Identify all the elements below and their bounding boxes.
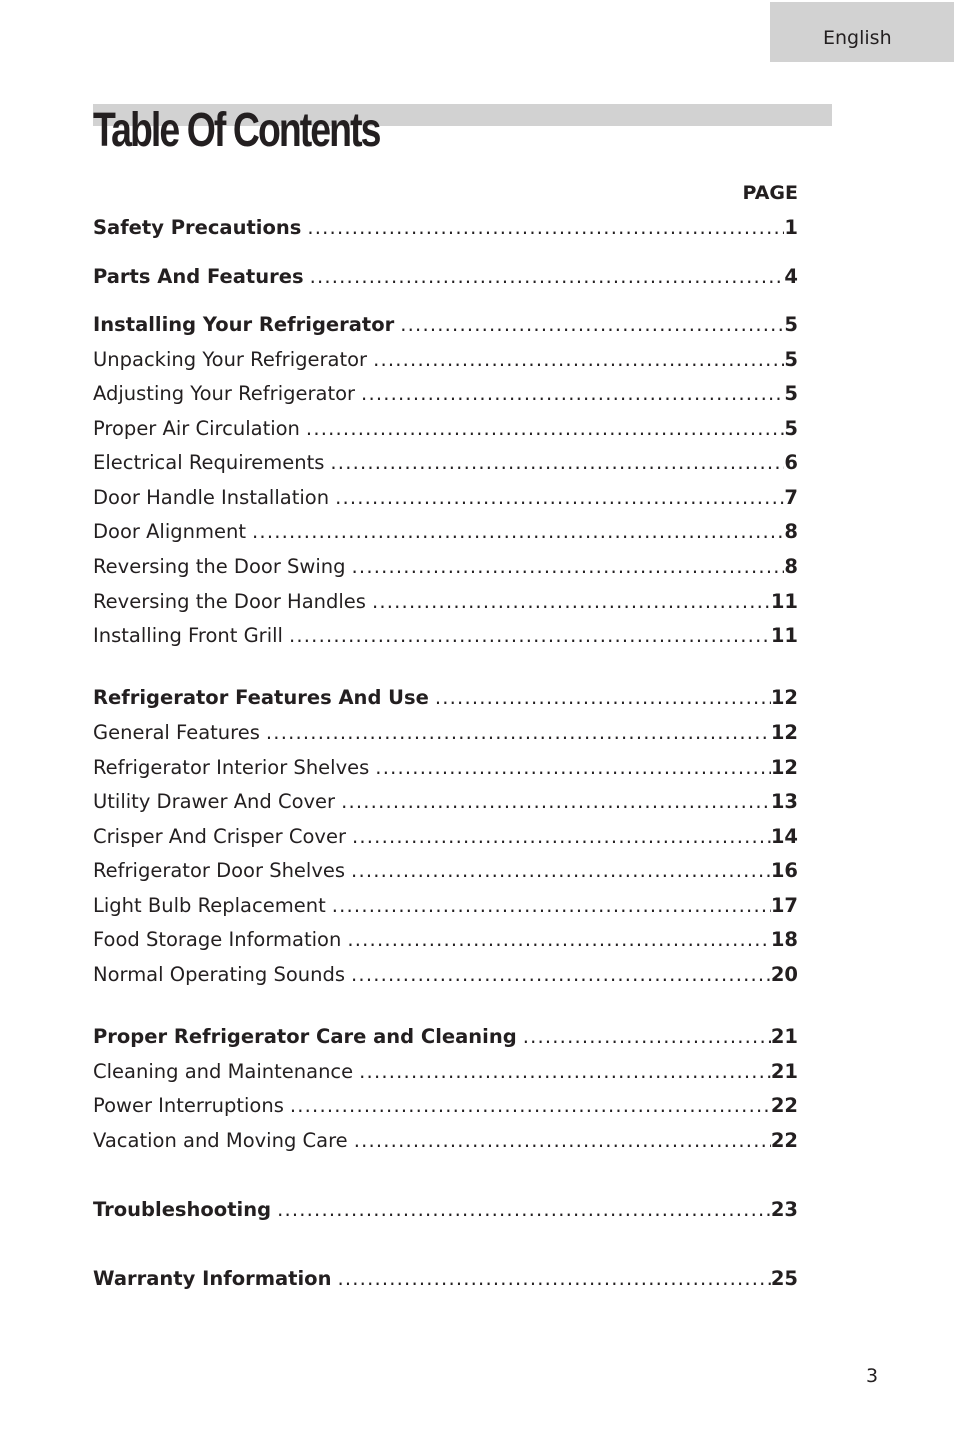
- toc-entry-operating-sounds[interactable]: [93, 962, 798, 988]
- toc-entry-parts-and-features[interactable]: [93, 264, 798, 290]
- toc-entry-label: Normal Operating Sounds: [93, 963, 346, 986]
- toc-entry-page: 11: [770, 590, 798, 613]
- toc-entry-front-grill[interactable]: [93, 623, 798, 649]
- language-tab: English: [770, 2, 954, 62]
- toc-entry-page: 22: [770, 1094, 798, 1117]
- toc-entry-label: Door Handle Installation: [93, 486, 330, 509]
- toc-entry-label: Proper Air Circulation: [93, 417, 300, 440]
- dot-leader: [330, 450, 784, 476]
- toc-entry-page: 5: [784, 382, 798, 405]
- toc-entry-label: Refrigerator Door Shelves: [93, 859, 346, 882]
- toc-entry-page: 5: [784, 313, 798, 336]
- dot-leader: [523, 1024, 771, 1050]
- toc-entry-reversing-door-swing[interactable]: [93, 554, 798, 580]
- toc-entry-label: Reversing the Door Swing: [93, 555, 346, 578]
- toc-entry-page: 6: [784, 451, 798, 474]
- toc-entry-page: 7: [784, 486, 798, 509]
- toc-entry-page: 13: [770, 790, 798, 813]
- dot-leader: [359, 1059, 771, 1085]
- toc-entry-page: 16: [770, 859, 798, 882]
- toc-entry-label: Electrical Requirements: [93, 451, 325, 474]
- dot-leader: [352, 824, 771, 850]
- toc-entry-page: 12: [770, 756, 798, 779]
- dot-leader: [306, 416, 785, 442]
- toc-entry-page: 17: [770, 894, 798, 917]
- toc-entry-warranty[interactable]: [93, 1266, 798, 1292]
- toc-entry-page: 11: [770, 624, 798, 647]
- dot-leader: [341, 789, 771, 815]
- dot-leader: [372, 589, 771, 615]
- toc-entry-vacation-moving[interactable]: [93, 1128, 798, 1154]
- toc-entry-label: Unpacking Your Refrigerator: [93, 348, 368, 371]
- toc-entry-air-circulation[interactable]: [93, 416, 798, 442]
- toc-entry-page: 14: [770, 825, 798, 848]
- toc-entry-label: Utility Drawer And Cover: [93, 790, 336, 813]
- toc-entry-page: 21: [770, 1060, 798, 1083]
- toc-entry-label: Door Alignment: [93, 520, 247, 543]
- dot-leader: [337, 1266, 770, 1292]
- toc-entry-page: 12: [770, 721, 798, 744]
- toc-entry-label: Proper Refrigerator Care and Cleaning: [93, 1025, 517, 1048]
- dot-leader: [375, 755, 771, 781]
- toc-entry-page: 18: [770, 928, 798, 951]
- dot-leader: [266, 720, 771, 746]
- dot-leader: [347, 927, 771, 953]
- toc-entry-label: Reversing the Door Handles: [93, 590, 366, 613]
- toc-entry-door-shelves[interactable]: [93, 858, 798, 884]
- toc-entry-label: Refrigerator Features And Use: [93, 686, 429, 709]
- toc-entry-label: Installing Your Refrigerator: [93, 313, 395, 336]
- page-number: 3: [866, 1365, 879, 1387]
- page-title: Table Of Contents: [93, 104, 380, 157]
- toc-entry-page: 8: [784, 520, 798, 543]
- toc-entry-page: 5: [784, 417, 798, 440]
- toc-entry-installing-your-refrigerator[interactable]: [93, 312, 798, 338]
- toc-entry-power-interruptions[interactable]: [93, 1093, 798, 1119]
- dot-leader: [289, 623, 771, 649]
- toc-entry-door-alignment[interactable]: [93, 519, 798, 545]
- toc-entry-label: Parts And Features: [93, 265, 304, 288]
- page-column-header: PAGE: [742, 182, 798, 204]
- dot-leader: [351, 858, 771, 884]
- toc-entry-page: 5: [784, 348, 798, 371]
- dot-leader: [354, 1128, 771, 1154]
- dot-leader: [332, 893, 771, 919]
- dot-leader: [351, 962, 771, 988]
- toc-entry-page: 12: [770, 686, 798, 709]
- toc-entry-page: 4: [784, 265, 798, 288]
- toc-entry-care-and-cleaning[interactable]: [93, 1024, 798, 1050]
- dot-leader: [361, 381, 784, 407]
- toc-entry-label: Refrigerator Interior Shelves: [93, 756, 370, 779]
- toc-entry-crisper[interactable]: [93, 824, 798, 850]
- dot-leader: [252, 519, 784, 545]
- toc-entry-label: Light Bulb Replacement: [93, 894, 326, 917]
- toc-entry-page: 22: [770, 1129, 798, 1152]
- toc-entry-label: Installing Front Grill: [93, 624, 283, 647]
- toc-entry-label: Troubleshooting: [93, 1198, 272, 1221]
- dot-leader: [277, 1197, 771, 1223]
- toc-entry-page: 8: [784, 555, 798, 578]
- toc-entry-label: General Features: [93, 721, 260, 744]
- toc-entry-page: 25: [770, 1267, 798, 1290]
- toc-entry-label: Adjusting Your Refrigerator: [93, 382, 356, 405]
- toc-entry-electrical[interactable]: [93, 450, 798, 476]
- toc-entry-page: 1: [784, 216, 798, 239]
- toc-entry-label: Safety Precautions: [93, 216, 302, 239]
- toc-entry-label: Food Storage Information: [93, 928, 342, 951]
- toc-entry-adjusting[interactable]: [93, 381, 798, 407]
- toc-entry-page: 21: [770, 1025, 798, 1048]
- dot-leader: [307, 215, 784, 241]
- dot-leader: [290, 1093, 771, 1119]
- toc-entry-utility-drawer[interactable]: [93, 789, 798, 815]
- toc-entry-label: Vacation and Moving Care: [93, 1129, 348, 1152]
- toc-entry-label: Crisper And Crisper Cover: [93, 825, 346, 848]
- toc-entry-safety-precautions[interactable]: [93, 215, 798, 241]
- toc-entry-unpacking[interactable]: [93, 347, 798, 373]
- toc-entry-cleaning-maintenance[interactable]: [93, 1059, 798, 1085]
- dot-leader: [310, 264, 785, 290]
- toc-entry-reversing-door-handles[interactable]: [93, 589, 798, 615]
- toc-entry-general-features[interactable]: [93, 720, 798, 746]
- toc-entry-page: 23: [770, 1198, 798, 1221]
- toc-entry-label: Warranty Information: [93, 1267, 332, 1290]
- toc-entry-features-and-use[interactable]: [93, 685, 798, 711]
- toc-entry-page: 20: [770, 963, 798, 986]
- toc-entry-troubleshooting[interactable]: [93, 1197, 798, 1223]
- toc-entry-food-storage[interactable]: [93, 927, 798, 953]
- dot-leader: [435, 685, 771, 711]
- toc-entry-light-bulb[interactable]: [93, 893, 798, 919]
- dot-leader: [352, 554, 785, 580]
- dot-leader: [335, 485, 784, 511]
- toc-entry-door-handle-installation[interactable]: [93, 485, 798, 511]
- toc-entry-label: Power Interruptions: [93, 1094, 284, 1117]
- dot-leader: [373, 347, 784, 373]
- toc-entry-interior-shelves[interactable]: [93, 755, 798, 781]
- dot-leader: [400, 312, 784, 338]
- toc-entry-label: Cleaning and Maintenance: [93, 1060, 354, 1083]
